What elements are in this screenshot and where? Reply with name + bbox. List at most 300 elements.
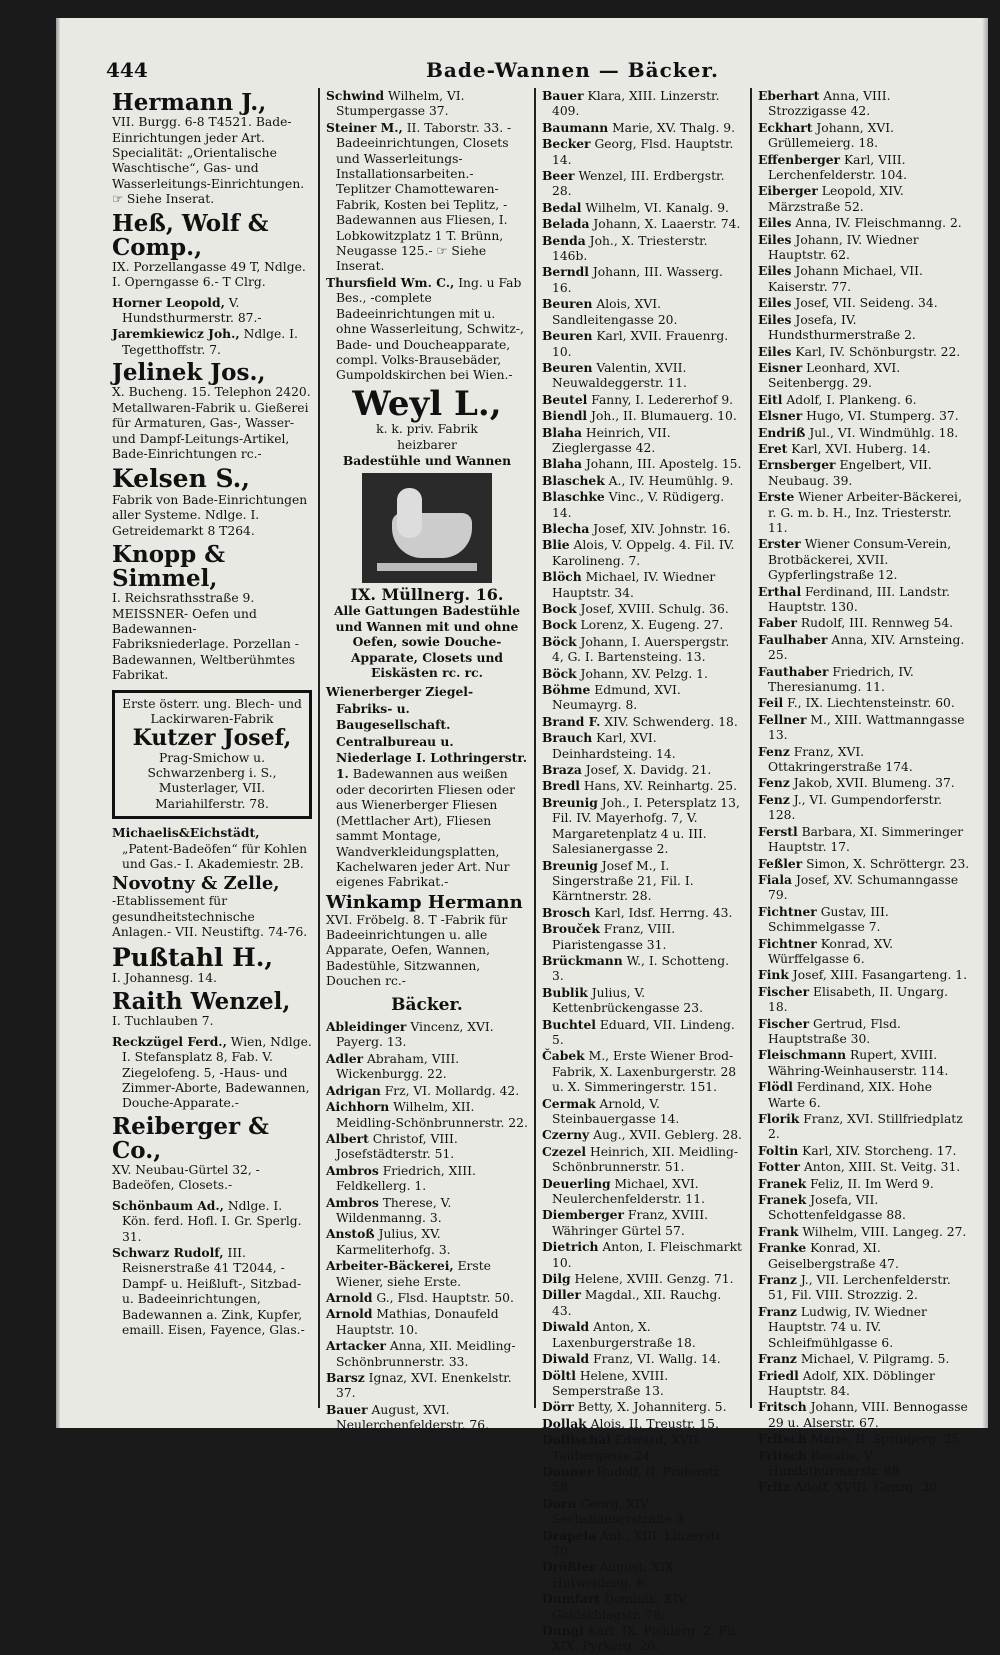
entry-details: Johann, X. Laaerstr. 74. xyxy=(593,217,741,232)
entry-details: Helene, XVIII. Semperstraße 13. xyxy=(552,1368,669,1398)
entry-name: Artacker xyxy=(326,1338,386,1354)
entry-details: Betty, X. Johanniterg. 5. xyxy=(577,1400,727,1415)
column-rule-1 xyxy=(318,88,320,1408)
directory-entry xyxy=(758,1192,970,1224)
entry-details: Gertrud, Flsd. Hauptstraße 30. xyxy=(768,1016,901,1046)
advertisement-text: Alle Gattungen Badestühle und Wannen mit und ohne Oefen, sowie Douche-Apparate, Closets und Eiskästen rc. rc. xyxy=(333,603,521,681)
entry-details: Abraham, VIII. Wickenburgg. 22. xyxy=(336,1051,460,1082)
entry-details: Josef, X. Davidg. 21. xyxy=(585,763,712,778)
directory-entry xyxy=(542,1319,744,1351)
directory-entry xyxy=(758,1176,970,1192)
entry-details: Karl, XVI. Huberg. 14. xyxy=(791,441,931,456)
directory-entry xyxy=(542,408,744,424)
directory-entry xyxy=(758,872,970,904)
entry-name: Eiles xyxy=(758,231,792,247)
entry-details: Wiener Arbeiter-Bäckerei, r. G. m. b. H., Inz. Triesterstr. 11. xyxy=(768,490,962,535)
entry-name: Franz xyxy=(758,1272,797,1288)
directory-entry xyxy=(758,775,970,791)
entry-details: Rosalie, V. Hundsthurmerstr. 88. xyxy=(768,1448,904,1478)
directory-entry xyxy=(542,762,744,778)
directory-entry xyxy=(542,1127,744,1143)
entry-details: Wilhelm, XII. Meidling-Schönbrunnerstr. 22. xyxy=(336,1100,528,1130)
entry-name: Eret xyxy=(758,440,788,456)
column-4 xyxy=(758,88,970,1496)
entry-name: Bauer xyxy=(542,88,584,103)
entry-details: Badewannen aus weißen oder decorirten Fliesen oder aus Wienerberger Fliesen (Mettlacher Art), Fliesen sammt Montage, Wandverkleidungsplatten, Kachelwaren jeder Art. Nur eigenes Fabrikat.- xyxy=(336,767,516,890)
advertisement-text: XV. Neubau-Gürtel 32, -Badeöfen, Closets.- xyxy=(112,1163,260,1193)
entry-name: Fotter xyxy=(758,1159,800,1175)
advertisement-subtitle: heizbarer xyxy=(397,437,457,452)
entry-name: Bublik xyxy=(542,984,588,1000)
directory-entry xyxy=(542,216,744,232)
entry-details: Josefa, IV. Hundsthurmerstraße 2. xyxy=(768,312,916,343)
directory-entry xyxy=(758,1111,970,1143)
entry-details: Dominik, XIV. Goldschlagstr. 78. xyxy=(552,1592,689,1622)
advertisement xyxy=(112,91,312,208)
entry-name: Čabek xyxy=(542,1048,585,1064)
directory-entry xyxy=(326,1131,528,1163)
entry-details: Jakob, XVII. Blumeng. 37. xyxy=(793,776,955,791)
entry-name: Franek xyxy=(758,1175,807,1191)
entry-name: Dorn xyxy=(542,1495,577,1511)
entry-name: Beuren xyxy=(542,328,593,344)
entry-details: Ing. u Fab Bes., -complete Badeeinrichtungen mit u. ohne Wasserleitung, Schwitz-, Bade- und Doucheapparate, compl. Volks-Brausebäder, Gumpoldskirchen bei Wien.- xyxy=(336,275,524,383)
entry-name: Bredl xyxy=(542,778,580,794)
entry-name: Feßler xyxy=(758,855,803,871)
entry-details: Rupert, XVIII. Währing-Weinhauserstr. 114. xyxy=(768,1048,949,1078)
entry-details: Franz, XVI. Ottakringerstraße 174. xyxy=(768,744,913,775)
entry-name: Böck xyxy=(542,633,577,649)
entry-name: Breunig xyxy=(542,794,598,810)
entry-name: Diller xyxy=(542,1287,581,1303)
entry-details: Wiener Consum-Verein, Brotbäckerei, XVII. Gypferlingstraße 12. xyxy=(768,537,952,583)
entry-name: Eiberger xyxy=(758,183,818,199)
directory-entry xyxy=(542,1528,744,1560)
directory-entry xyxy=(542,1559,744,1591)
entry-name: Erster xyxy=(758,536,801,552)
entry-details: Wilhelm, VIII. Langeg. 27. xyxy=(802,1224,967,1239)
entry-details: August, XVI. Neulerchenfelderstr. 76. xyxy=(336,1402,489,1433)
entry-name: Adrigan xyxy=(326,1082,381,1098)
directory-entry xyxy=(758,1448,970,1480)
directory-entry xyxy=(542,360,744,392)
entry-name: Döltl xyxy=(542,1367,576,1383)
entry-details: Ndlge. I. Kön. ferd. Hofl. I. Gr. Sperlg. 31. xyxy=(122,1198,302,1244)
directory-entry xyxy=(542,136,744,168)
directory-entry xyxy=(112,1245,312,1338)
section-heading: Bäcker. xyxy=(391,994,463,1015)
directory-entry xyxy=(542,233,744,265)
entry-name: Eiles xyxy=(758,343,792,359)
entry-name: Biendl xyxy=(542,408,588,424)
entry-name: Fischer xyxy=(758,1015,810,1031)
advertisement-subtitle: k. k. priv. Fabrik xyxy=(376,422,478,437)
page-number: 444 xyxy=(106,58,148,82)
directory-entry xyxy=(758,1304,970,1351)
advertisement-text: I. Reichsrathsstraße 9. MEISSNER- Oefen und Badewannen-Fabriksniederlage. Porzellan - Badewannen, Weltberühmtes Fabrikat. xyxy=(112,591,299,683)
entry-name: Böck xyxy=(542,665,577,681)
entry-name: Fritsch xyxy=(758,1399,807,1415)
entry-name: Ernsberger xyxy=(758,457,836,473)
entry-details: Friedrich, IV. Theresianumg. 11. xyxy=(768,664,914,695)
entry-details: Johann, I. Auerspergstr. 4, G. I. Bartensteing. 13. xyxy=(552,634,730,665)
entry-details: Klara, XIII. Linzerstr. 409. xyxy=(552,89,720,119)
directory-entry xyxy=(326,1402,528,1434)
entry-name: Brouček xyxy=(542,921,600,937)
directory-entry xyxy=(758,1272,970,1304)
entry-details: Anna, IV. Fleischmanng. 2. xyxy=(795,216,962,231)
entry-details: Marie, XV. Thalg. 9. xyxy=(612,120,736,135)
directory-entry xyxy=(758,392,970,408)
directory-entry xyxy=(758,984,970,1016)
entry-name: Fauthaber xyxy=(758,663,829,679)
advertisement xyxy=(112,942,312,987)
directory-entry xyxy=(758,792,970,824)
entry-name: Blaha xyxy=(542,424,582,440)
page-right-edge xyxy=(982,18,988,1428)
entry-name: Erste xyxy=(758,489,795,505)
directory-entry xyxy=(542,795,744,858)
directory-entry xyxy=(542,730,744,762)
entry-details: Ludwig, IV. Wiedner Hauptstr. 74 u. IV. Schleifmühlgasse 6. xyxy=(768,1304,927,1350)
entry-details: Johann, XVI. Grüllemeierg. 18. xyxy=(768,120,895,151)
directory-entry xyxy=(758,936,970,968)
entry-details: Elisabeth, II. Ungarg. 18. xyxy=(768,984,948,1015)
entry-name: Fritsch xyxy=(758,1447,807,1463)
column-2 xyxy=(326,88,528,1434)
advertisement xyxy=(112,361,312,462)
directory-entry xyxy=(542,1496,744,1528)
entry-details: Edward, XVII. Taubergasse 24. xyxy=(552,1433,703,1463)
directory-entry xyxy=(112,295,312,327)
entry-name: Blaschke xyxy=(542,489,605,505)
entry-details: Rudolf, III. Rennweg 54. xyxy=(800,616,954,631)
entry-name: Beuren xyxy=(542,359,593,375)
directory-entry xyxy=(326,1226,528,1258)
entry-name: Franek xyxy=(758,1192,807,1208)
entry-details: Alois, II. Treustr. 15. xyxy=(590,1416,719,1431)
directory-entry xyxy=(542,1144,744,1176)
entry-name: Dilg xyxy=(542,1271,571,1287)
directory-entry xyxy=(758,1224,970,1240)
entry-name: Steiner M., xyxy=(326,119,403,135)
entry-name: Franz xyxy=(758,1303,797,1319)
directory-entry xyxy=(542,858,744,905)
directory-entry xyxy=(542,489,744,521)
entry-name: Buchtel xyxy=(542,1016,596,1032)
entry-name: Breunig xyxy=(542,857,598,873)
directory-entry xyxy=(326,1163,528,1195)
directory-entry xyxy=(758,1159,970,1175)
entry-name: Faber xyxy=(758,615,797,631)
directory-entry xyxy=(542,1464,744,1496)
directory-entry xyxy=(326,1083,528,1099)
directory-entry xyxy=(542,168,744,200)
directory-entry xyxy=(326,120,528,275)
directory-entry xyxy=(326,275,528,384)
entry-details: Anna, XII. Meidling-Schönbrunnerstr. 33. xyxy=(336,1339,516,1369)
directory-entry xyxy=(542,1287,744,1319)
entry-details: Adolf, XIX. Döblinger Hauptstr. 84. xyxy=(768,1368,935,1398)
entry-details: V. Hundsthurmerstr. 87.- xyxy=(122,295,262,326)
entry-name: Frank xyxy=(758,1223,799,1239)
directory-entry xyxy=(758,1143,970,1159)
entry-name: Franz xyxy=(758,1351,797,1367)
entry-name: Anstoß xyxy=(326,1226,375,1242)
directory-entry xyxy=(758,967,970,983)
entry-details: Johann, XV. Pelzg. 1. xyxy=(580,666,708,681)
entry-details: G., Flsd. Hauptstr. 50. xyxy=(376,1290,514,1305)
directory-entry xyxy=(758,856,970,872)
directory-entry xyxy=(542,1416,744,1432)
directory-entry xyxy=(758,1240,970,1272)
entry-details: Hugo, VI. Stumperg. 37. xyxy=(806,409,959,424)
advertisement xyxy=(112,990,312,1030)
directory-entry xyxy=(542,1096,744,1128)
entry-details: Karl, XIV. Storcheng. 17. xyxy=(802,1143,957,1158)
entry-details: Ferdinand, XIX. Hohe Warte 6. xyxy=(768,1080,932,1110)
page-header xyxy=(106,58,968,88)
entry-name: Berndl xyxy=(542,264,589,280)
boxed-advertisement xyxy=(112,690,312,820)
entry-name: Dollischal xyxy=(542,1432,611,1448)
entry-name: Aichhorn xyxy=(326,1099,390,1115)
entry-name: Blaha xyxy=(542,456,582,472)
entry-details: Leonhard, XVI. Seitenbergg. 29. xyxy=(768,360,901,391)
entry-details: Johann, III. Wasserg. 16. xyxy=(552,265,723,295)
directory-entry xyxy=(542,120,744,136)
directory-entry xyxy=(758,1399,970,1431)
directory-entry xyxy=(542,200,744,216)
entry-details: Michael, IV. Wiedner Hauptstr. 34. xyxy=(552,570,716,600)
entry-name: Blöch xyxy=(542,569,582,585)
entry-name: Fritsch xyxy=(758,1431,807,1447)
directory-entry xyxy=(758,183,970,215)
column-3 xyxy=(542,88,744,1655)
entry-name: Brosch xyxy=(542,904,591,920)
entry-details: Konrad, XI. Geiselbergstraße 47. xyxy=(768,1241,899,1271)
entry-details: XIV. Schwenderg. 18. xyxy=(604,714,738,729)
entry-name: Benda xyxy=(542,232,586,248)
entry-details: Mathias, Donaufeld Hauptstr. 10. xyxy=(336,1307,499,1337)
directory-entry xyxy=(758,904,970,936)
entry-name: Brauch xyxy=(542,730,593,746)
directory-entry xyxy=(542,392,744,408)
entry-name: Fenz xyxy=(758,743,790,759)
directory-entry xyxy=(326,1258,528,1290)
entry-details: Karl, VIII. Lerchenfelderstr. 104. xyxy=(768,152,908,183)
entry-details: Michael, V. Pilgramg. 5. xyxy=(800,1352,950,1367)
advertisement xyxy=(326,891,528,990)
advertisement-text: -Etablissement für gesundheitstechnische Anlagen.- VII. Neustiftg. 74-76. xyxy=(112,894,308,940)
directory-entry xyxy=(758,232,970,264)
entry-details: Leopold, XIV. Märzstraße 52. xyxy=(768,184,904,214)
directory-entry xyxy=(758,344,970,360)
entry-name: Drapela xyxy=(542,1527,597,1543)
entry-name: Thursfield Wm. C., xyxy=(326,274,455,290)
entry-name: Blie xyxy=(542,537,570,553)
entry-details: Rudolf, II. Praterstr. 58. xyxy=(552,1464,723,1495)
entry-details: Magdal., XII. Rauchg. 43. xyxy=(552,1288,722,1318)
directory-entry xyxy=(758,824,970,856)
entry-details: W., I. Schotteng. 3. xyxy=(552,953,729,984)
entry-details: M., Erste Wiener Brod-Fabrik, X. Laxenburgerstr. 28 u. X. Simmeringerstr. 151. xyxy=(552,1049,737,1095)
entry-details: Johann, VIII. Bennogasse 29 u. Alserstr. 67. xyxy=(768,1400,968,1430)
column-1 xyxy=(112,88,312,1339)
advertiser-name: Raith Wenzel, xyxy=(112,988,291,1016)
entry-details: Feliz, II. Im Werd 9. xyxy=(810,1176,934,1191)
advertiser-name: Jelinek Jos., xyxy=(112,359,266,387)
entry-name: Donner xyxy=(542,1463,594,1479)
entry-details: Christof, VIII. Josefstädterstr. 51. xyxy=(336,1131,458,1162)
entry-name: Bock xyxy=(542,617,577,633)
entry-details: Ignaz, XVI. Enenkelstr. 37. xyxy=(336,1371,512,1401)
entry-details: Edmund, XVI. Neumayrg. 8. xyxy=(552,683,681,713)
directory-entry xyxy=(758,441,970,457)
entry-details: Joh., X. Triesterstr. 146b. xyxy=(552,233,708,264)
directory-entry xyxy=(542,682,744,714)
entry-details: Josef, XIV. Johnstr. 16. xyxy=(593,521,731,536)
directory-entry xyxy=(326,1306,528,1338)
entry-name: Böhme xyxy=(542,682,591,698)
directory-entry xyxy=(326,1195,528,1227)
directory-entry xyxy=(542,1176,744,1208)
entry-details: F., IX. Liechtensteinstr. 60. xyxy=(787,696,955,711)
weyl-advertisement xyxy=(326,383,528,681)
directory-entry xyxy=(542,666,744,682)
entry-details: Georg, Flsd. Hauptstr. 14. xyxy=(552,137,734,167)
entry-details: Joh., I. Petersplatz 13, Fil. IV. Mayerhofg. 7, V. Margaretenplatz 4 u. III. Salesianergasse 2. xyxy=(552,795,740,857)
bathtub-illustration xyxy=(362,473,492,583)
entry-details: Anton, X. Laxenburgerstraße 18. xyxy=(552,1320,696,1350)
directory-entry xyxy=(542,1017,744,1049)
entry-details: Marie, II. Springerg. 25. xyxy=(810,1432,964,1447)
entry-details: Heinrich, XII. Meidling-Schönbrunnerstr. 51. xyxy=(552,1144,739,1175)
directory-entry xyxy=(758,1368,970,1400)
entry-name: Dumfart xyxy=(542,1591,601,1607)
directory-entry xyxy=(758,584,970,616)
entry-details: J., VII. Lerchenfelderstr. 51, Fil. VIII. Strozzig. 2. xyxy=(768,1273,951,1303)
directory-entry xyxy=(758,744,970,776)
directory-entry xyxy=(758,360,970,392)
directory-entry xyxy=(326,1290,528,1306)
entry-details: Aug., XVII. Geblerg. 28. xyxy=(593,1128,742,1143)
entry-details: Josef M., I. Singerstraße 21, Fil. I. Kärntnerstr. 28. xyxy=(552,858,694,904)
entry-name: Fleischmann xyxy=(758,1047,847,1063)
entry-details: Simon, X. Schröttergr. 23. xyxy=(806,856,970,871)
advertisement xyxy=(112,466,312,538)
entry-name: Bock xyxy=(542,601,577,616)
entry-details: „Patent-Badeöfen“ für Kohlen und Gas.- I. Akademiestr. 2B. xyxy=(122,841,308,871)
directory-entry xyxy=(542,1368,744,1400)
advertisement-text: XVI. Fröbelg. 8. T -Fabrik für Badeeinrichtungen u. alle Apparate, Oefen, Wannen, Badestühle, Sitzwannen, Douchen rc.- xyxy=(326,912,508,989)
entry-details: Ferdinand, III. Landstr. Hauptstr. 130. xyxy=(768,584,951,614)
entry-details: M., XIII. Wattmanngasse 13. xyxy=(768,712,965,743)
entry-details: Ant., XIII. Linzerstr. 70. xyxy=(552,1528,725,1558)
entry-name: Michaelis&Eichstädt, xyxy=(112,825,260,841)
entry-details: Wilhelm, VI. Stumpergasse 37. xyxy=(336,89,465,119)
directory-entry xyxy=(758,1047,970,1079)
directory-entry xyxy=(758,1079,970,1111)
directory-entry xyxy=(542,569,744,601)
entry-details: Josefa, VII. Schottenfeldgasse 88. xyxy=(768,1193,906,1223)
entry-name: Baumann xyxy=(542,119,609,135)
entry-details: Konrad, XV. Würffelgasse 6. xyxy=(768,936,894,966)
entry-name: Eiles xyxy=(758,295,792,311)
directory-entry xyxy=(758,632,970,664)
entry-details: Valentin, XVII. Neuwaldeggerstr. 11. xyxy=(552,360,687,391)
entry-details: Hans, XV. Reinhartg. 25. xyxy=(583,779,738,794)
entry-name: Czerny xyxy=(542,1127,590,1143)
entry-details: Joh., II. Blumauerg. 10. xyxy=(591,409,737,424)
directory-entry xyxy=(758,120,970,152)
entry-name: Fenz xyxy=(758,791,790,807)
entry-details: Adolf, XVIII. Genzg. 30. xyxy=(794,1480,942,1495)
entry-details: Gustav, III. Schimmelgasse 7. xyxy=(768,904,889,935)
entry-details: III. Reisnerstraße 41 T2044, -Dampf- u. Heißluft-, Sitzbad- u. Badeeinrichtungen, Badewannen a. Zink, Kupfer, emaill. Eisen, Fayence, Glas.- xyxy=(122,1246,305,1338)
entry-details: Karl, IV. Schönburgstr. 22. xyxy=(795,344,961,359)
entry-details: Frz, VI. Mollardg. 42. xyxy=(384,1083,520,1098)
directory-entry xyxy=(112,1034,312,1112)
directory-entry xyxy=(758,489,970,536)
entry-name: Bauer xyxy=(326,1401,368,1417)
entry-name: Arbeiter-Bäckerei, xyxy=(326,1258,454,1274)
entry-name: Brückmann xyxy=(542,952,623,968)
entry-details: II. Taborstr. 33. -Badeeinrichtungen, Closets und Wasserleitungs-Installationsarbeiten.- Teplitzer Chamottewaren-Fabrik, Kosten bei Teplitz, -Badewannen aus Fliesen, I. Lobkowitzplatz 1 T. Brünn, Neugasse 125.- ☞ Siehe Inserat. xyxy=(336,120,512,274)
advertisement-preamble: Erste österr. ung. Blech- und Lackirwaren-Fabrik xyxy=(122,696,302,727)
running-head: Bade-Wannen — Bäcker. xyxy=(426,58,720,82)
entry-name: Ambros xyxy=(326,1162,379,1178)
entry-details: Franz, XVI. Stillfriedplatz 2. xyxy=(768,1112,963,1142)
entry-name: Diwald xyxy=(542,1319,590,1335)
entry-details: Johann, III. Apostelg. 15. xyxy=(585,457,742,472)
entry-details: August, XIX. Hutweideng. 8. xyxy=(552,1560,678,1590)
entry-name: Becker xyxy=(542,136,591,152)
directory-entry xyxy=(112,825,312,872)
directory-entry xyxy=(542,473,744,489)
entry-name: Flödl xyxy=(758,1079,793,1095)
directory-entry xyxy=(542,985,744,1017)
entry-name: Fichtner xyxy=(758,935,817,951)
entry-name: Beutel xyxy=(542,391,588,407)
entry-details: Wilhelm, VI. Kanalg. 9. xyxy=(585,200,729,215)
entry-details: Johann, IV. Wiedner Hauptstr. 62. xyxy=(768,232,919,263)
entry-details: Adolf, I. Plankeng. 6. xyxy=(786,392,917,407)
entry-details: Alois, XVI. Sandleitengasse 20. xyxy=(552,297,678,327)
entry-name: Eiles xyxy=(758,215,792,231)
entry-name: Fellner xyxy=(758,711,807,727)
directory-entry xyxy=(542,1399,744,1415)
base-shape xyxy=(377,563,477,571)
entry-details: Wien, Ndlge. I. Stefansplatz 8, Fab. V. Ziegelofeng. 5, -Haus- und Zimmer-Aborte, Badewannen, Douche-Apparate.- xyxy=(122,1034,312,1111)
column-rule-3 xyxy=(750,88,752,1408)
entry-details: Josef, XV. Schumanngasse 79. xyxy=(768,872,959,903)
entry-details: Eduard, VII. Lindeng. 5. xyxy=(552,1017,735,1047)
entry-name: Adler xyxy=(326,1050,364,1066)
entry-details: Anton, I. Fleischmarkt 10. xyxy=(552,1240,742,1270)
entry-name: Feil xyxy=(758,695,784,711)
directory-entry xyxy=(758,1431,970,1447)
directory-entry xyxy=(326,88,528,120)
directory-entry xyxy=(758,1479,970,1495)
entry-details: Julius, XV. Karmeliterhofg. 3. xyxy=(336,1227,451,1257)
entry-details: Therese, V. Wildenmanng. 3. xyxy=(336,1195,452,1225)
entry-details: Friedrich, XIII. Feldkellerg. 1. xyxy=(336,1163,476,1194)
entry-name: Dörr xyxy=(542,1399,574,1415)
entry-name: Florik xyxy=(758,1111,800,1126)
entry-details: Franz, VIII. Piaristengasse 31. xyxy=(552,922,676,952)
directory-entry xyxy=(758,457,970,489)
